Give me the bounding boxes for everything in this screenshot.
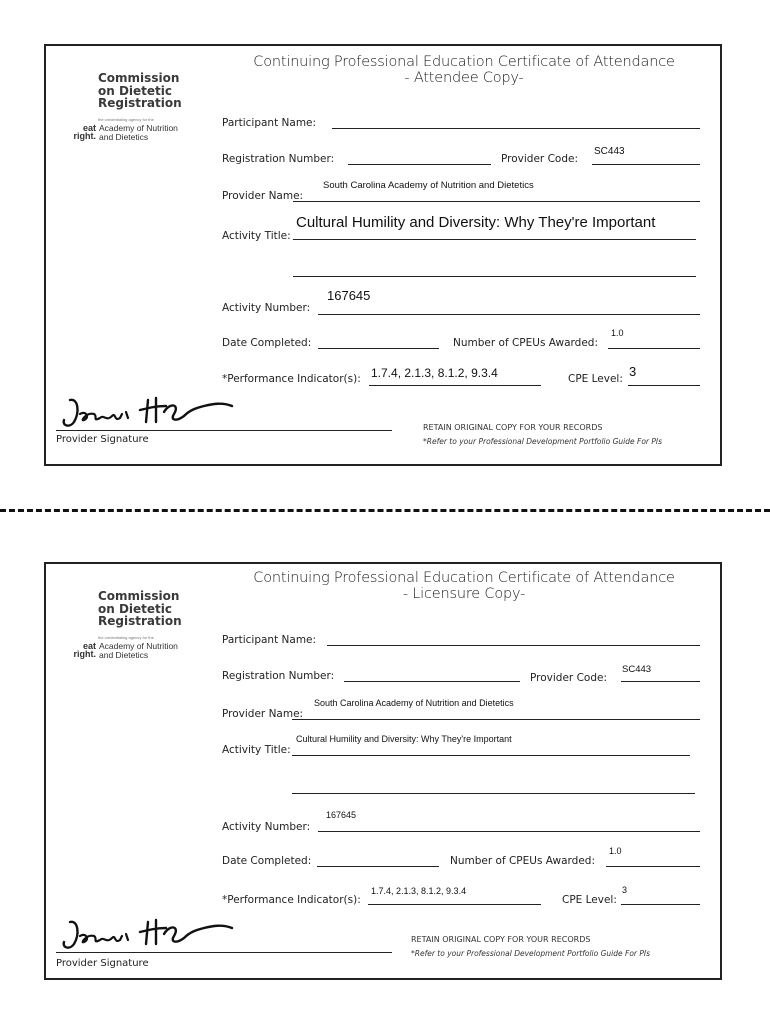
provider-name-value: South Carolina Academy of Nutrition and Dietetics (314, 698, 514, 708)
provider-code-label: Provider Code: (530, 672, 607, 684)
provider-name-line (292, 719, 700, 720)
cpe-level-label: CPE Level: (568, 373, 623, 385)
activity-title-line-1 (292, 755, 690, 756)
certificate-title: Continuing Professional Education Certificate of Attendance (253, 54, 675, 70)
logo-right: right. (73, 649, 96, 659)
activity-title-line-1 (293, 239, 696, 240)
provider-code-line (621, 681, 700, 682)
provider-signature-line (56, 430, 392, 431)
provider-code-value: SC443 (622, 664, 652, 675)
logo-eat: eat (82, 641, 96, 651)
eat-right-logo (62, 642, 96, 658)
certificate-title-block (224, 54, 704, 86)
provider-signature-image (56, 914, 256, 954)
eat-right-logo (62, 124, 96, 140)
activity-number-line (318, 831, 700, 832)
certificate-title: Continuing Professional Education Certificate of Attendance (253, 570, 675, 586)
provider-signature-image (56, 392, 256, 432)
registration-number-label: Registration Number: (222, 670, 335, 682)
provider-code-value: SC443 (594, 146, 625, 157)
activity-number-label: Activity Number: (222, 302, 311, 314)
performance-indicator-value: 1.7.4, 2.1.3, 8.1.2, 9.3.4 (371, 366, 498, 380)
attendee-certificate (44, 44, 722, 466)
cut-line (0, 509, 770, 512)
logo-org-line2: on Dietetic (98, 83, 173, 98)
date-completed-label: Date Completed: (222, 855, 312, 867)
participant-name-label: Participant Name: (222, 117, 317, 129)
logo-academy-line1: Academy of Nutrition (99, 123, 178, 133)
retain-copy-notice: RETAIN ORIGINAL COPY FOR YOUR RECORDS (423, 423, 603, 432)
activity-title-line-2 (293, 276, 696, 277)
provider-name-value: South Carolina Academy of Nutrition and Dietetics (323, 180, 534, 191)
cpeus-awarded-value: 1.0 (609, 846, 622, 856)
registration-number-label: Registration Number: (222, 153, 335, 165)
logo-org-line3: Registration (98, 96, 182, 110)
licensure-certificate (44, 562, 722, 980)
cpeus-awarded-value: 1.0 (611, 328, 624, 338)
provider-signature-label: Provider Signature (56, 434, 149, 445)
date-completed-line (318, 348, 439, 349)
activity-title-label: Activity Title: (222, 744, 291, 756)
portfolio-guide-note: *Refer to your Professional Development Portfolio Guide For PIs (411, 949, 651, 958)
performance-indicator-line (368, 904, 541, 905)
cpeus-awarded-line (606, 866, 700, 867)
date-completed-line (317, 866, 439, 867)
certificate-title-block (224, 570, 704, 602)
retain-copy-notice: RETAIN ORIGINAL COPY FOR YOUR RECORDS (411, 935, 591, 944)
provider-code-label: Provider Code: (501, 153, 578, 165)
performance-indicator-label: *Performance Indicator(s): (222, 894, 361, 906)
activity-title-value: Cultural Humility and Diversity: Why They're Important (296, 734, 512, 744)
provider-signature-line (56, 952, 392, 953)
activity-number-line (318, 314, 700, 315)
registration-number-line (348, 164, 491, 165)
cpeus-awarded-line (608, 348, 700, 349)
cpeus-awarded-label: Number of CPEUs Awarded: (453, 337, 599, 349)
copy-type-subtitle: - Attendee Copy- (404, 70, 524, 86)
activity-number-label: Activity Number: (222, 821, 311, 833)
activity-title-line-2 (292, 793, 695, 794)
activity-title-value: Cultural Humility and Diversity: Why They're Important (296, 214, 656, 231)
logo-academy-line2: and Dietetics (99, 650, 149, 660)
cpeus-awarded-label: Number of CPEUs Awarded: (450, 855, 596, 867)
participant-name-line (332, 128, 700, 129)
provider-code-line (592, 164, 700, 165)
cpe-level-value: 3 (629, 364, 637, 379)
cpe-level-line (621, 904, 700, 905)
logo-academy-line1: Academy of Nutrition (99, 641, 178, 651)
cpe-level-value: 3 (622, 885, 628, 895)
copy-type-subtitle: - Licensure Copy- (402, 586, 526, 602)
performance-indicator-value: 1.7.4, 2.1.3, 8.1.2, 9.3.4 (371, 886, 467, 896)
provider-name-line (293, 201, 700, 202)
logo-org-line2: on Dietetic (98, 601, 173, 616)
logo-tagline: the credentialing agency for the (98, 117, 154, 122)
logo-eat: eat (82, 123, 96, 133)
portfolio-guide-note: *Refer to your Professional Development Portfolio Guide For PIs (423, 437, 663, 446)
activity-number-value: 167645 (326, 810, 357, 820)
cpe-level-label: CPE Level: (562, 894, 617, 906)
activity-number-value: 167645 (327, 288, 371, 303)
logo-tagline: the credentialing agency for the (98, 635, 154, 640)
participant-name-line (327, 645, 700, 646)
cpe-level-line (628, 385, 700, 386)
performance-indicator-label: *Performance Indicator(s): (222, 373, 361, 385)
provider-signature-label: Provider Signature (56, 958, 149, 969)
registration-number-line (344, 681, 520, 682)
activity-title-label: Activity Title: (222, 230, 291, 242)
provider-name-label: Provider Name: (222, 190, 304, 202)
logo-org-line3: Registration (98, 614, 182, 628)
provider-name-label: Provider Name: (222, 708, 304, 720)
logo-org-line1: Commission (98, 71, 180, 85)
date-completed-label: Date Completed: (222, 337, 312, 349)
logo-org-line1: Commission (98, 589, 180, 603)
participant-name-label: Participant Name: (222, 634, 317, 646)
logo-academy-line2: and Dietetics (99, 132, 149, 142)
logo-right: right. (73, 131, 96, 141)
performance-indicator-line (369, 385, 541, 386)
